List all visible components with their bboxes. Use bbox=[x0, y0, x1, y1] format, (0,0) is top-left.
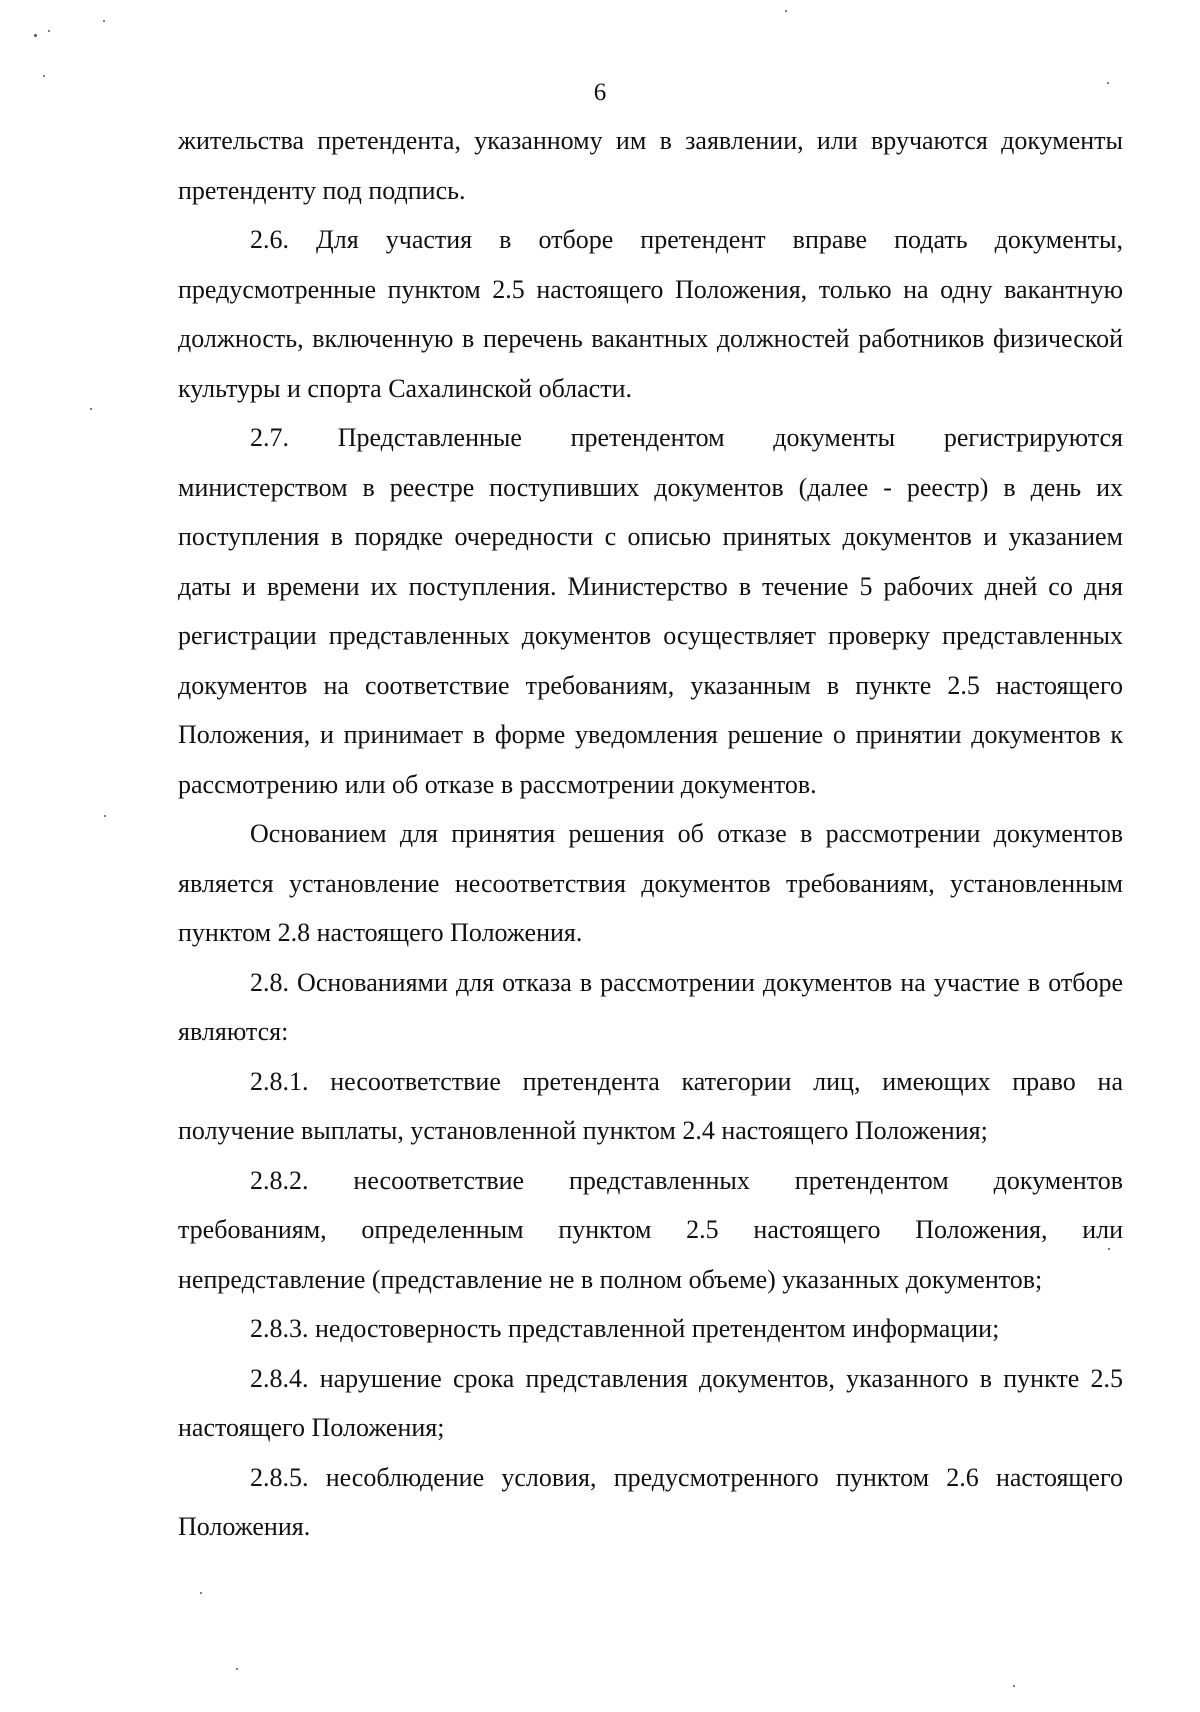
paragraph-continuation: жительства претендента, указанному им в заявлении, или вручаются документы претенденту под подпись. bbox=[178, 126, 1123, 205]
paragraph-2-8-2: 2.8.2. несоответствие представленных претендентом документов требованиям, определенным пунктом 2.5 настоящего Положения, или непредставление (представление не в полном объеме) указанных документов; bbox=[178, 1165, 1123, 1294]
paragraph-2-7: 2.7. Представленные претендентом документы регистрируются министерством в реестре поступивших документов (далее - реестр) в день их поступления в порядке очередности с описью принятых документов и указанием даты и времени их поступления. Министерство в течение 5 рабочих дней со дня регистрации представленных документов осуществляет проверку представленных документов на соответствие требованиям, указанным в пункте 2.5 настоящего Положения, и принимает в форме уведомления решение о принятии документов к рассмотрению или об отказе в рассмотрении документов. bbox=[178, 423, 1123, 799]
document-body bbox=[178, 116, 1123, 1552]
paragraph-2-8-5: 2.8.5. несоблюдение условия, предусмотренного пунктом 2.6 настоящего Положения. bbox=[178, 1462, 1123, 1541]
paragraph-2-8-3: 2.8.3. недостоверность представленной претендентом информации; bbox=[250, 1314, 1000, 1343]
paragraph-2-8-1: 2.8.1. несоответствие претендента категории лиц, имеющих право на получение выплаты, установленной пунктом 2.4 настоящего Положения; bbox=[178, 1066, 1123, 1145]
paragraph-2-6: 2.6. Для участия в отборе претендент вправе подать документы, предусмотренные пунктом 2.5 настоящего Положения, только на одну вакантную должность, включенную в перечень вакантных должностей работников физической культуры и спорта Сахалинской области. bbox=[178, 225, 1123, 403]
page-number: 6 bbox=[593, 79, 607, 106]
paragraph-refusal-grounds: Основанием для принятия решения об отказе в рассмотрении документов является установление несоответствия документов требованиям, установленным пунктом 2.8 настоящего Положения. bbox=[178, 819, 1123, 947]
paragraph-2-8-4: 2.8.4. нарушение срока представления документов, указанного в пункте 2.5 настоящего Положения; bbox=[178, 1363, 1123, 1442]
paragraph-2-8: 2.8. Основаниями для отказа в рассмотрении документов на участие в отборе являются: bbox=[178, 967, 1123, 1046]
